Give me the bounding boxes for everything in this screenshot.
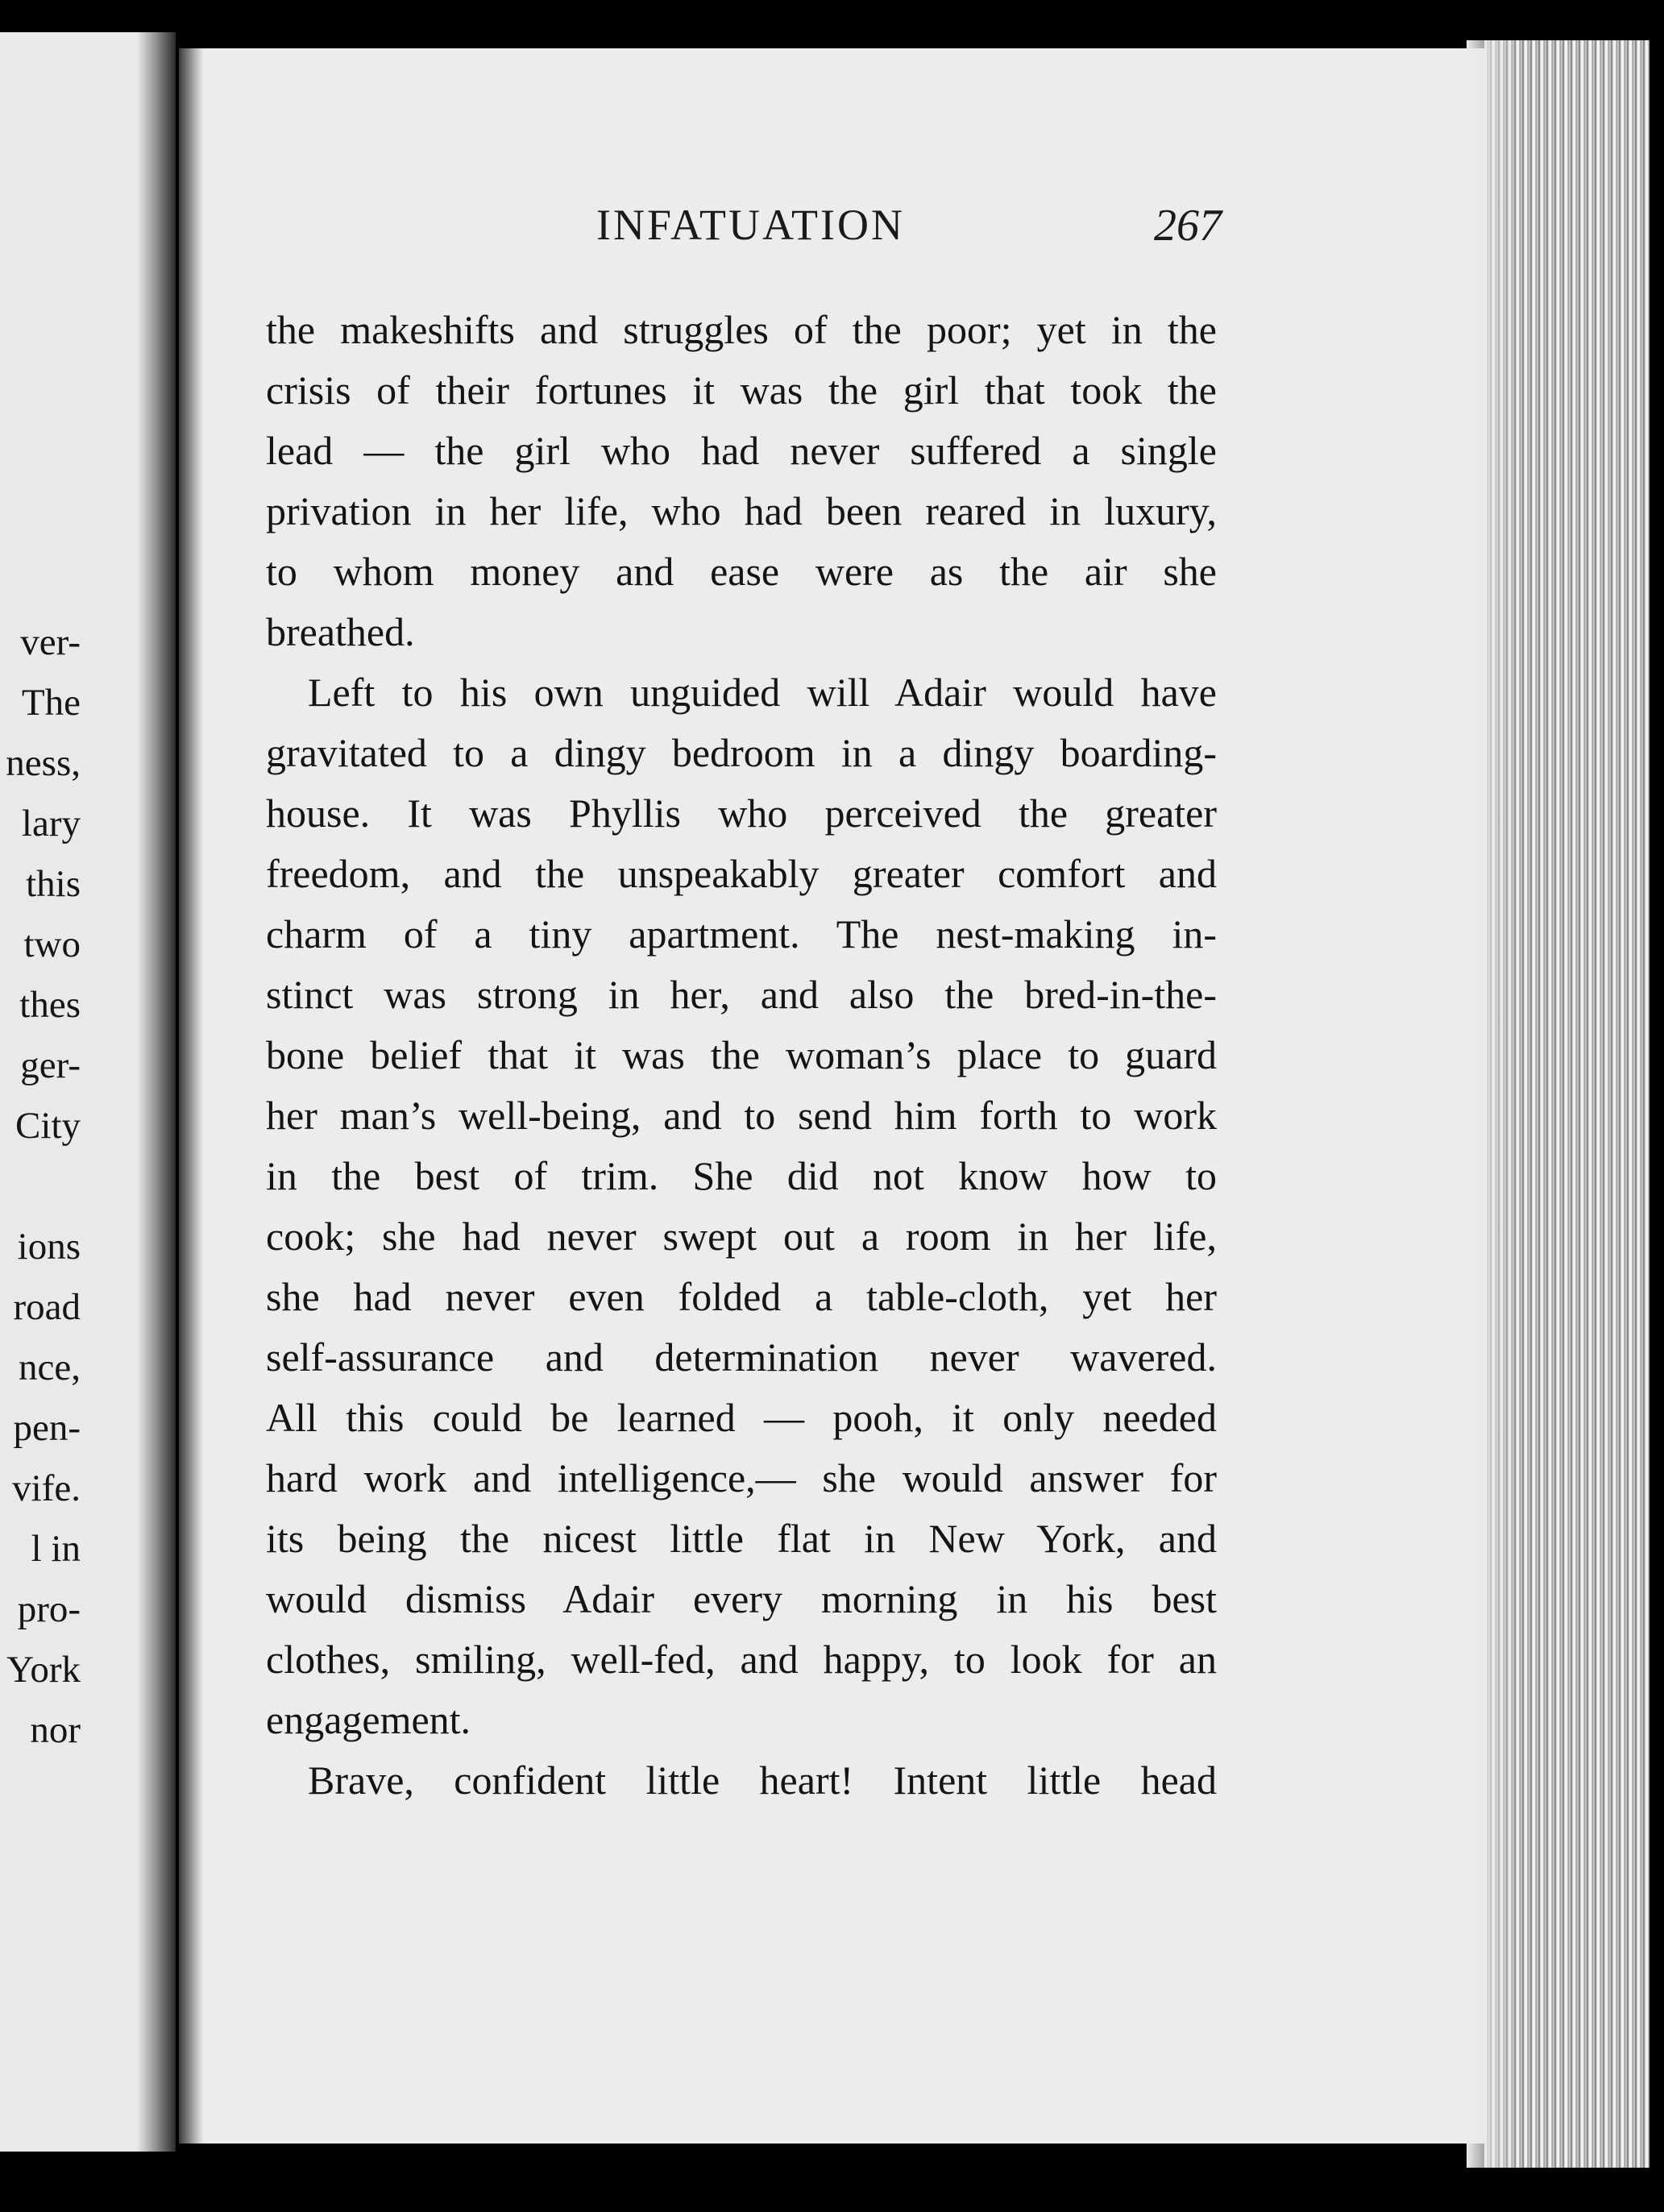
text-line: freedom, and the unspeakably greater comfort and (266, 851, 1217, 896)
text-line: charm of a tiny apartment. The nest-making in- (266, 911, 1217, 957)
left-line: ions (17, 1226, 81, 1268)
left-line: nce, (19, 1347, 81, 1388)
text-line: hard work and intelligence,— she would answer for (266, 1455, 1217, 1500)
fore-edge-fade (1467, 40, 1515, 2168)
page-number: 267 (1154, 201, 1222, 251)
left-line-gap (0, 1156, 81, 1217)
text-line: All this could be learned — pooh, it only needed (266, 1395, 1217, 1440)
text-line: in the best of trim. She did not know how to (266, 1153, 1217, 1198)
text-line: clothes, smiling, well-fed, and happy, to look for an (266, 1637, 1217, 1682)
left-line: two (23, 923, 81, 965)
text-line: Left to his own unguided will Adair would have (308, 670, 1217, 715)
text-line: self-assurance and determination never wavered. (266, 1334, 1217, 1380)
left-gutter-shadow (137, 32, 176, 2152)
text-line: she had never even folded a table-cloth, yet her (266, 1274, 1217, 1319)
left-line: York (6, 1649, 81, 1691)
left-line: City (15, 1105, 81, 1147)
running-head: INFATUATION (596, 201, 905, 249)
text-line: bone belief that it was the woman’s place to guard (266, 1032, 1217, 1077)
left-line: ness, (6, 742, 81, 784)
left-line: this (26, 863, 81, 905)
left-line: ger- (20, 1044, 81, 1086)
text-line: privation in her life, who had been reared in luxury, (266, 488, 1217, 533)
body-text (266, 300, 1217, 1811)
left-line: The (21, 682, 81, 724)
text-line: lead — the girl who had never suffered a single (266, 428, 1217, 473)
text-line: breathed. (266, 609, 415, 654)
text-line: gravitated to a dingy bedroom in a dingy boarding- (266, 730, 1217, 775)
left-line: pen- (13, 1407, 81, 1449)
text-line: crisis of their fortunes it was the girl that took the (266, 367, 1217, 413)
left-line: ver- (20, 621, 81, 663)
left-page-text-fragments (0, 612, 81, 1761)
text-line: her man’s well-being, and to send him forth to work (266, 1093, 1217, 1138)
text-line: engagement. (266, 1697, 471, 1742)
text-line: the makeshifts and struggles of the poor; yet in the (266, 307, 1217, 352)
binding-shadow (179, 48, 203, 2144)
text-line: its being the nicest little flat in New York, and (266, 1516, 1217, 1561)
left-line: road (13, 1286, 81, 1328)
left-line: l in (31, 1528, 81, 1570)
text-line: Brave, confident little heart! Intent little head (308, 1758, 1217, 1803)
text-line: house. It was Phyllis who perceived the greater (266, 791, 1217, 836)
left-line: vife. (12, 1467, 81, 1509)
text-line: stinct was strong in her, and also the bred-in-the- (266, 972, 1217, 1017)
left-line: lary (21, 803, 81, 845)
text-line: would dismiss Adair every morning in his best (266, 1576, 1217, 1621)
text-line: to whom money and ease were as the air she (266, 549, 1217, 594)
left-line: thes (19, 984, 81, 1026)
text-line: cook; she had never swept out a room in her life, (266, 1214, 1217, 1259)
left-line: nor (30, 1709, 81, 1751)
left-line: pro- (17, 1588, 81, 1630)
